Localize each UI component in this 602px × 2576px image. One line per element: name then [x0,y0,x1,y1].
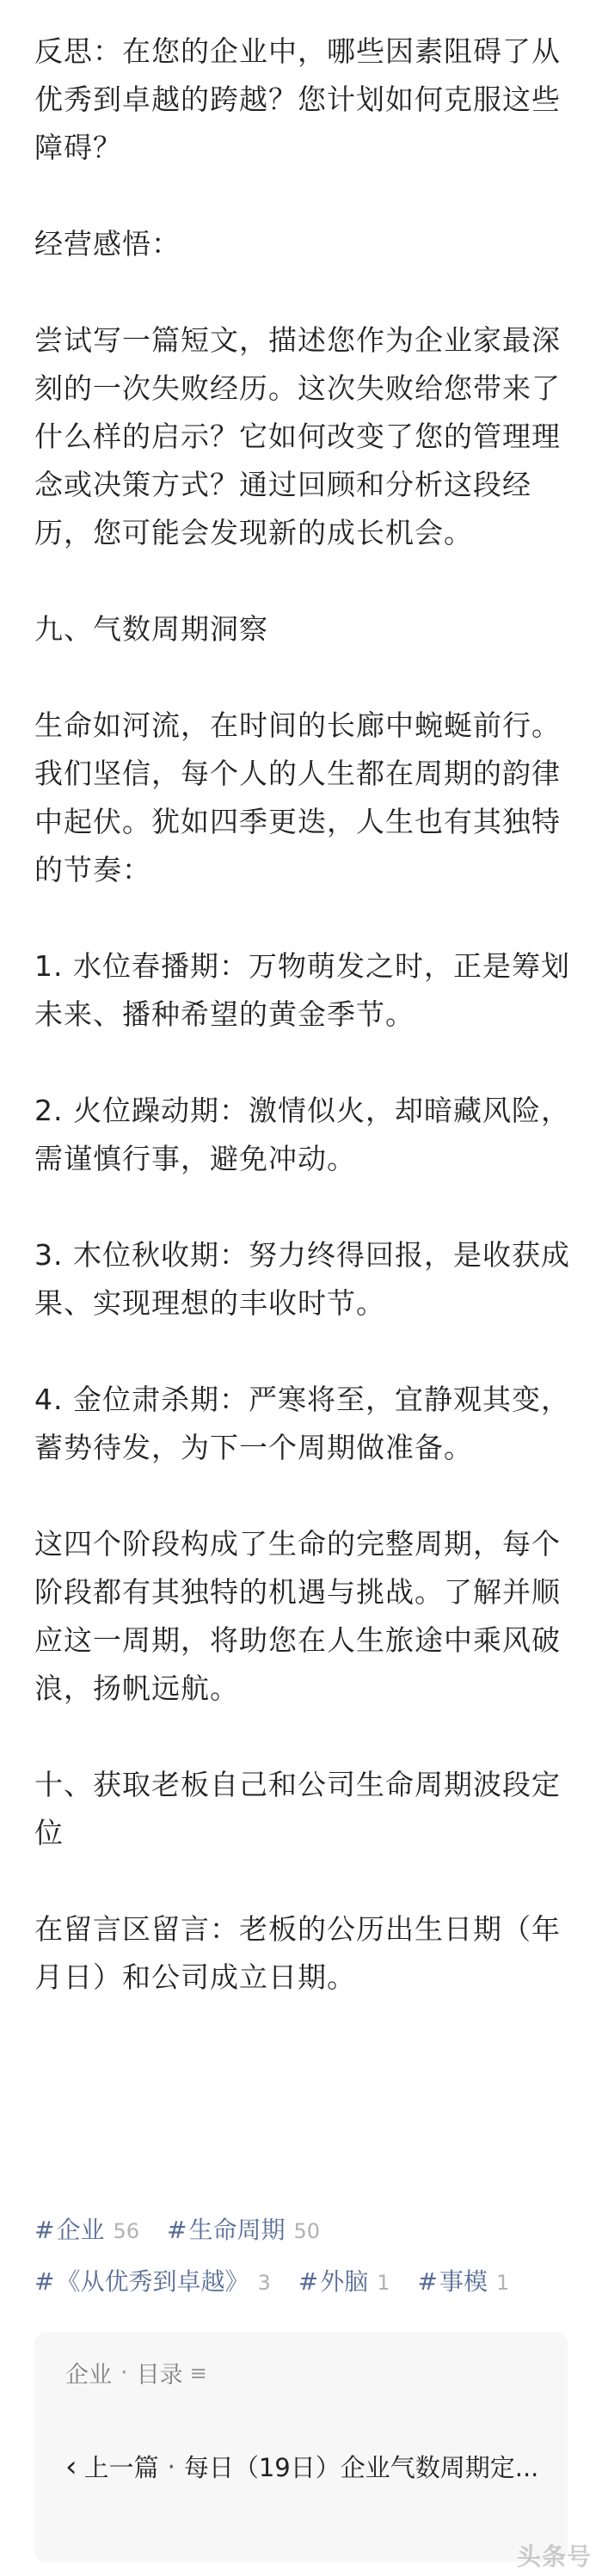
separator-dot: · [120,2359,128,2386]
tag-label: 事模 [439,2267,488,2296]
article-body [34,28,574,2002]
previous-article-link[interactable] [65,2449,547,2484]
tag-label: 外脑 [320,2267,369,2296]
paragraph-failure-essay: 尝试写一篇短文，描述您作为企业家最深刻的一次失败经历。这次失败给您带来了什么样的启示？它如何改变了您的管理理念或决策方式？通过回顾和分析这段经历，您可能会发现新的成长机会。 [34,323,561,549]
paragraph-reflection: 反思：在您的企业中，哪些因素阻碍了从优秀到卓越的跨越？您计划如何克服这些障碍？ [34,34,561,164]
tag-row [34,2254,574,2306]
tag-count: 56 [113,2219,140,2243]
paragraph-life-river: 生命如河流，在时间的长廊中蜿蜒前行。我们坚信，每个人的人生都在周期的韵律中起伏。犹如四季更迭，人生也有其独特的节奏： [34,708,561,886]
list-item-water: 1. 水位春播期：万物萌发之时，正是筹划未来、播种希望的黄金季节。 [34,949,570,1031]
toc-label: 目录 [136,2362,183,2389]
chevron-left-icon: ‹ [65,2449,77,2484]
paragraph-cycle-summary: 这四个阶段构成了生命的完整周期，每个阶段都有其独特的机遇与挑战。了解并顺应这一周期，将助您在人生旅途中乘风破浪，扬帆远航。 [34,1527,561,1705]
hash-icon: # [34,2216,55,2244]
album-header[interactable] [65,2356,207,2389]
list-icon: ≡ [189,2360,207,2385]
previous-title: 每日（19日）企业气数周期定... [183,2453,539,2482]
hash-icon: # [34,2267,55,2296]
hash-icon: # [298,2267,319,2296]
tag-external-brain[interactable] [298,2263,390,2297]
tag-label: 生命周期 [188,2216,286,2244]
list-item-metal: 4. 金位肃杀期：严寒将至，宜静观其变，蓄势待发，为下一个周期做准备。 [34,1383,570,1464]
tag-row [34,2203,574,2254]
section-heading-ten: 十、获取老板自己和公司生命周期波段定位 [34,1768,561,1849]
tag-label: 企业 [56,2216,105,2244]
section-heading-nine: 九、气数周期洞察 [34,612,268,646]
album-name: 企业 [65,2362,112,2389]
tag-count: 50 [293,2219,321,2243]
tag-list [34,2203,574,2306]
hash-icon: # [167,2216,187,2244]
watermark: 头条号 [516,2542,592,2571]
tag-label: 《从优秀到卓越》 [56,2267,249,2296]
paragraph-heading-insight: 经营感悟： [34,227,181,261]
list-item-fire: 2. 火位躁动期：激情似火，却暗藏风险，需谨慎行事，避免冲动。 [34,1094,570,1175]
hash-icon: # [417,2267,438,2296]
album-card [34,2332,568,2562]
tag-enterprise[interactable] [34,2211,139,2246]
tag-count: 3 [257,2271,271,2295]
tag-good-to-great[interactable] [34,2263,271,2297]
previous-label: 上一篇 [83,2453,159,2482]
separator-dot: · [167,2451,175,2481]
tag-count: 1 [377,2271,390,2295]
paragraph-comment-request: 在留言区留言：老板的公历出生日期（年月日）和公司成立日期。 [34,1912,561,1994]
tag-business-model[interactable] [418,2263,510,2297]
list-item-wood: 3. 木位秋收期：努力终得回报，是收获成果、实现理想的丰收时节。 [34,1238,570,1320]
tag-life-cycle[interactable] [167,2211,320,2246]
tag-count: 1 [496,2271,510,2295]
